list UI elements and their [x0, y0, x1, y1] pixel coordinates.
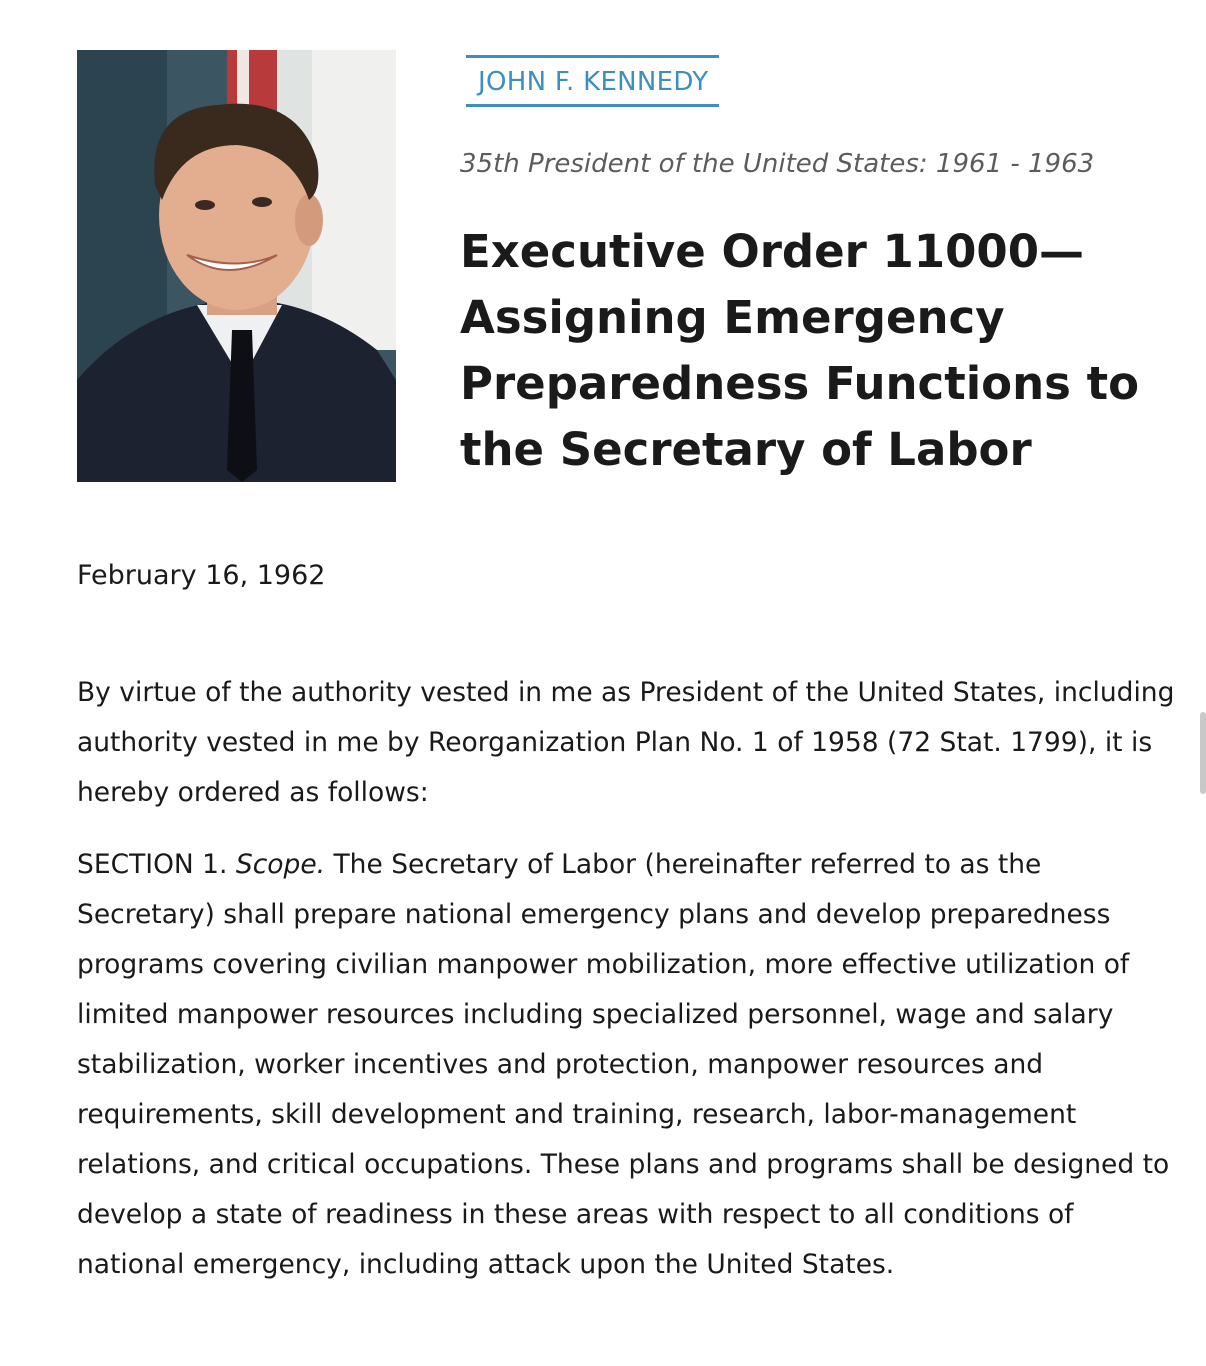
document-body — [77, 668, 1177, 1312]
president-portrait — [77, 50, 396, 482]
scrollbar-thumb[interactable] — [1200, 712, 1206, 794]
document-date: February 16, 1962 — [77, 560, 326, 591]
document-header — [460, 55, 1180, 483]
president-name-link[interactable]: JOHN F. KENNEDY — [466, 55, 719, 107]
section-1-text: The Secretary of Labor (hereinafter referred to as the Secretary) shall prepare national emergency plans and develop preparedness programs covering civilian manpower mobilization, more effective utilization of limited manpower resources including specialized personnel, wage and salary stabilization, worker incentives and protection, manpower resources and requirements, skill development and training, research, labor-management relations, and critical occupations. These plans and programs shall be designed to develop a state of readiness in these areas with respect to all conditions of national emergency, including attack upon the United States. — [77, 849, 1170, 1280]
president-subtitle: 35th President of the United States: 1961 - 1963 — [460, 149, 1095, 179]
section-1-paragraph — [77, 840, 1177, 1290]
section-1-label: SECTION 1. — [77, 849, 228, 880]
document-title: Executive Order 11000—Assigning Emergency Preparedness Functions to the Secretary of Labor — [460, 225, 1139, 476]
intro-paragraph: By virtue of the authority vested in me as President of the United States, including authority vested in me by Reorganization Plan No. 1 of 1958 (72 Stat. 1799), it is hereby ordered as follows: — [77, 677, 1175, 808]
portrait-photo-icon — [77, 50, 396, 482]
section-1-heading: Scope. — [235, 849, 326, 880]
